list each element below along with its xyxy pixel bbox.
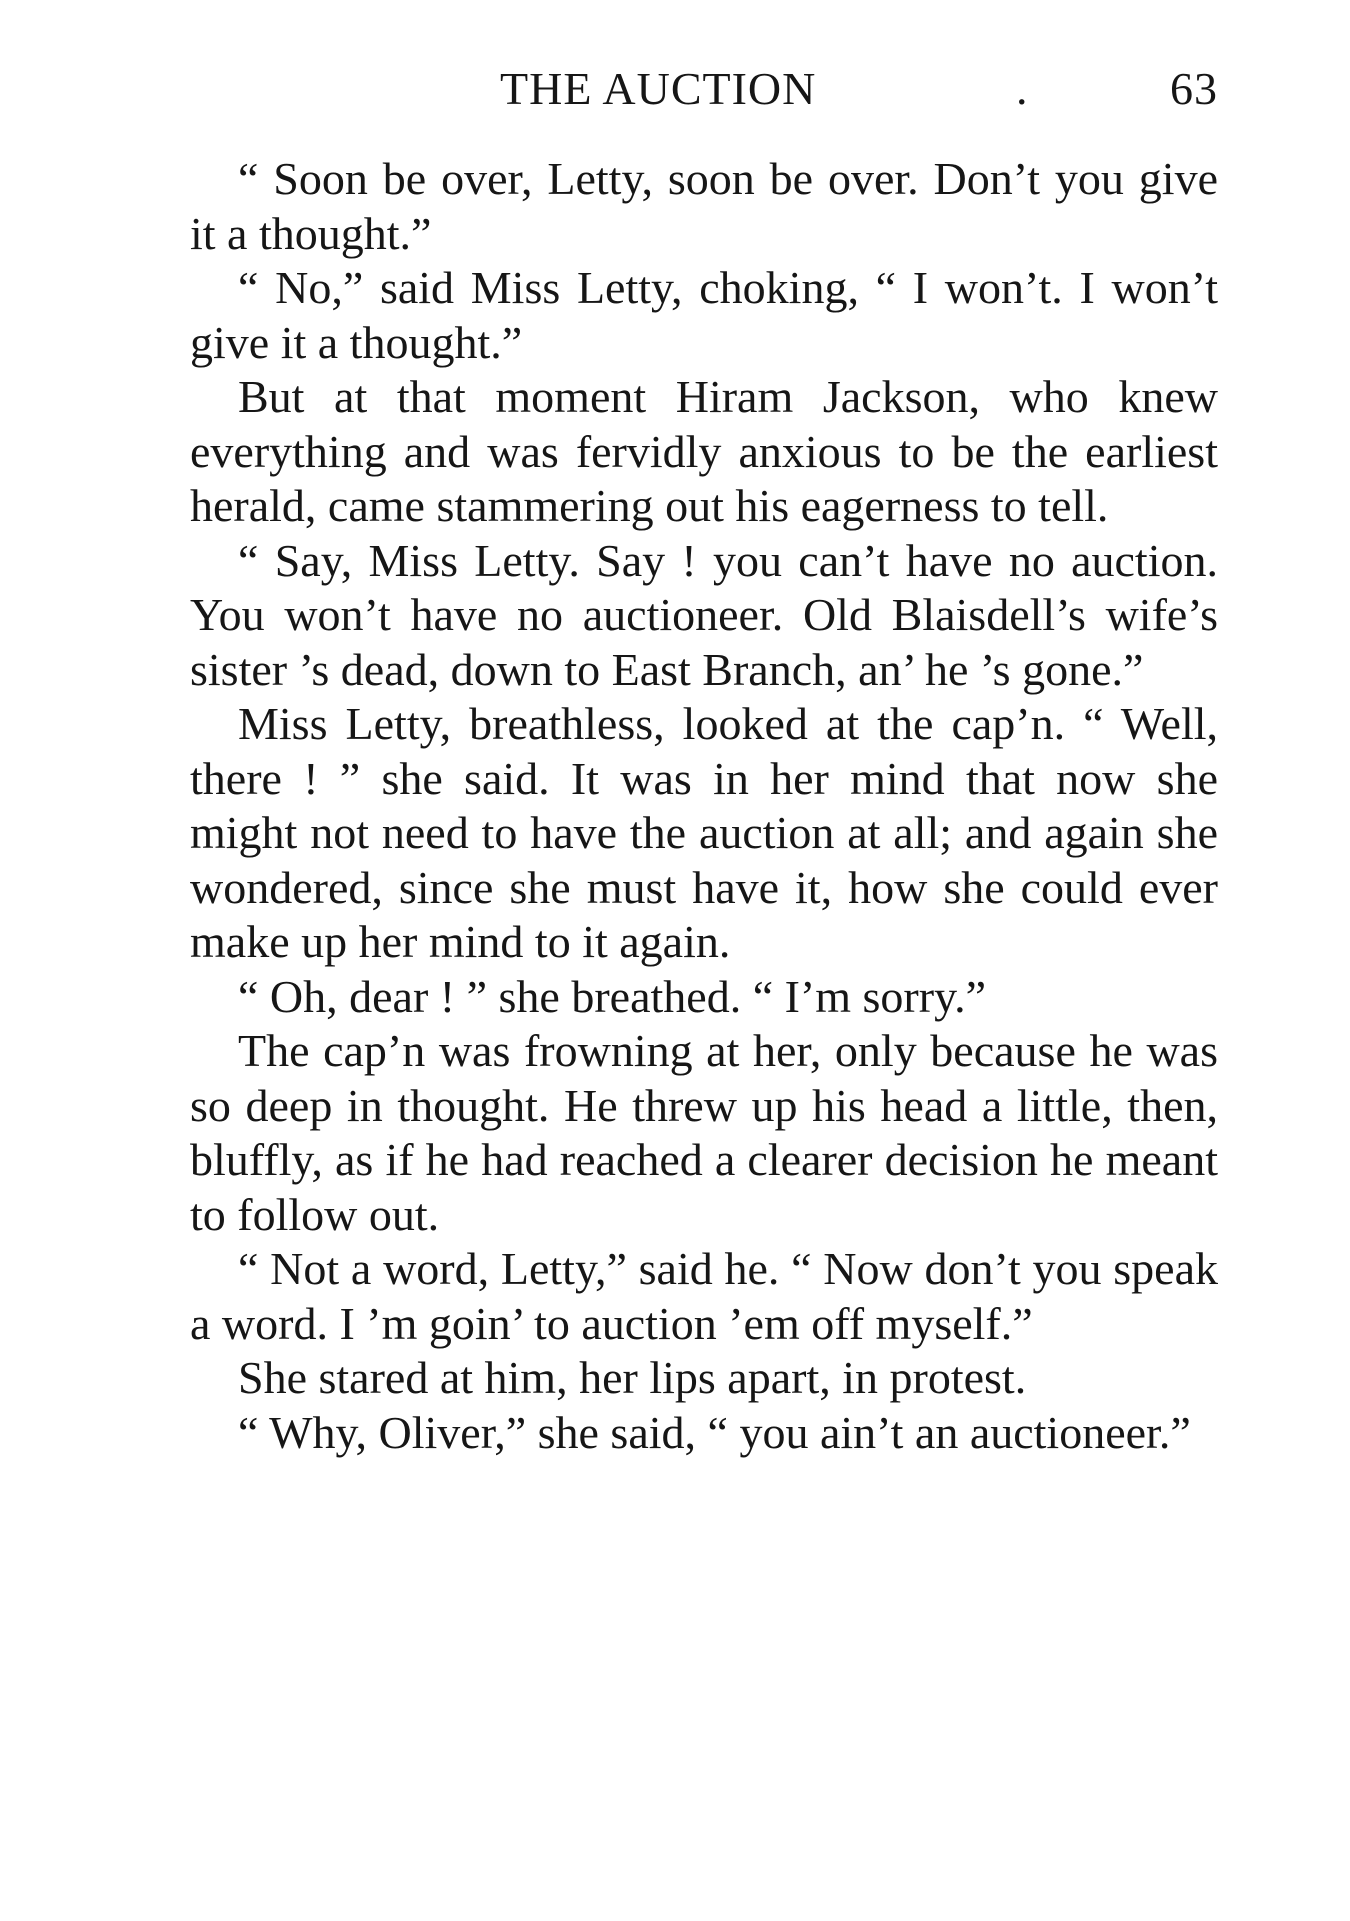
paragraph: “ Oh, dear ! ” she breathed. “ I’m sorry.” [238, 970, 986, 1022]
running-head [190, 62, 1218, 122]
body-text [190, 152, 1218, 1460]
paragraph: But at that moment Hiram Jackson, who knew everything and was fervidly anxious to be the earliest herald, came stammering out his eagerness to tell. [190, 371, 1218, 531]
page-number: 63 [1170, 63, 1218, 114]
running-title: THE AUCTION [500, 63, 817, 114]
paragraph: “ Not a word, Letty,” said he. “ Now don’t you speak a word. I ’m goin’ to auction ’em off myself.” [190, 1243, 1218, 1349]
paragraph: Miss Letty, breathless, looked at the cap’n. “ Well, there ! ” she said. It was in her mind that now she might not need to have the auction at all; and again she wondered, since she must have it, how she could ever make up her mind to it again. [190, 698, 1218, 967]
paragraph: “ Soon be over, Letty, soon be over. Don’t you give it a thought.” [190, 153, 1218, 259]
paragraph: “ Why, Oliver,” she said, “ you ain’t an auctioneer.” [238, 1406, 1191, 1458]
paragraph: She stared at him, her lips apart, in protest. [238, 1352, 1027, 1403]
paragraph: “ No,” said Miss Letty, choking, “ I won’t. I won’t give it a thought.” [190, 262, 1218, 368]
running-head-separator: . [1016, 63, 1029, 114]
paragraph: The cap’n was frowning at her, only because he was so deep in thought. He threw up his head a little, then, bluffly, as if he had reached a clearer decision he meant to follow out. [190, 1025, 1218, 1240]
paragraph: “ Say, Miss Letty. Say ! you can’t have no auction. You won’t have no auctioneer. Old Blaisdell’s wife’s sister ’s dead, down to East Branch, an’ he ’s gone.” [190, 534, 1218, 695]
